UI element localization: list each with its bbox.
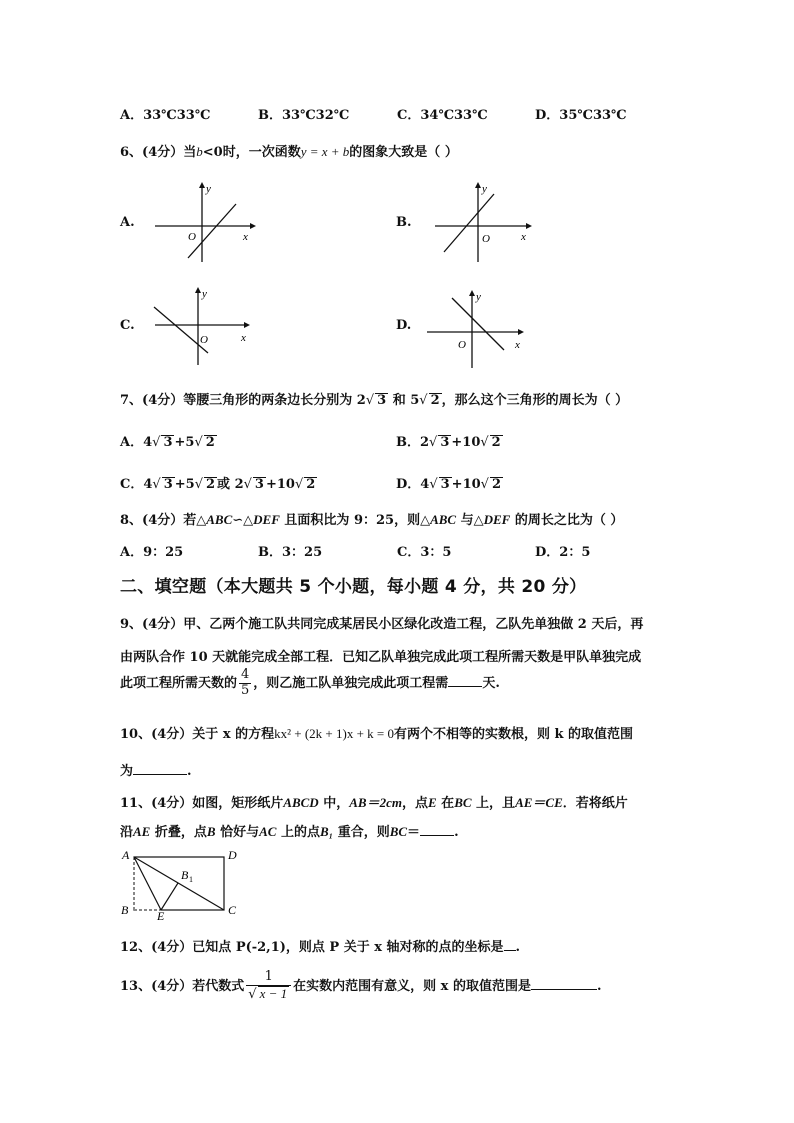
text: 在 — [436, 796, 455, 811]
q10-suffix: 有两个不相等的实数根，则 k 的取值范围 — [393, 727, 634, 742]
q7-mid: 和 — [392, 393, 406, 408]
origin-label: O — [482, 233, 490, 245]
coef: 4 — [143, 477, 153, 492]
q5-option-a: A．33℃33℃ — [120, 108, 211, 123]
denominator — [246, 986, 291, 1003]
operator: +10 — [451, 477, 481, 492]
q9-line3-c: 天. — [482, 675, 500, 691]
y-label: y — [206, 183, 211, 195]
q6-stem — [120, 141, 458, 160]
coef: 4 — [143, 435, 153, 450]
q6-cond-var: b — [196, 144, 203, 159]
answer-blank[interactable] — [531, 988, 597, 990]
q10-line1 — [120, 723, 633, 742]
q12-text: 12、(4分）已知点 P(-2,1)，则点 P 关于 x 轴对称的点的坐标是 — [120, 940, 504, 955]
q6-graph-c — [150, 285, 260, 373]
radicand: 2 — [491, 477, 501, 492]
q7-suffix: ，那么这个三角形的周长为（ ） — [441, 393, 629, 408]
answer-blank[interactable] — [504, 949, 516, 951]
radical-icon: √ — [419, 393, 428, 408]
q5-option-c: C．34℃33℃ — [397, 108, 488, 123]
operator: +5 — [174, 435, 195, 450]
q8-options — [120, 541, 720, 561]
q11-line1 — [120, 792, 628, 811]
q7-side1-coef: 2 — [356, 393, 366, 408]
x-axis-arrow — [250, 223, 256, 229]
q11-figure — [118, 847, 248, 921]
q9-line3-b: ，则乙施工队单独完成此项工程需 — [253, 675, 449, 691]
q7-side1-radicand: 3 — [377, 393, 387, 408]
option-label: A． — [120, 435, 144, 450]
text: 折叠，点 — [150, 825, 207, 840]
origin-label: O — [458, 339, 466, 351]
text: ，点 — [401, 796, 428, 811]
q7-option-b — [396, 431, 503, 450]
text: ．若将纸片 — [562, 796, 628, 811]
q7-option-a — [120, 431, 217, 450]
q9-line3-a: 此项工程所需天数的 — [120, 675, 238, 691]
q13-prefix: 13、(4分）若代数式 — [120, 978, 245, 994]
q10-line2-text: 为 — [120, 764, 134, 779]
text: 上，且 — [471, 796, 516, 811]
denominator: 5 — [241, 682, 250, 698]
point-e-label: E — [157, 909, 165, 921]
y-axis-arrow — [475, 182, 481, 188]
q6-graph-b — [430, 180, 540, 264]
radicand: 2 — [205, 435, 215, 450]
q9-line3 — [120, 668, 500, 699]
q8-suffix: 的周长之比为（ ） — [510, 513, 624, 528]
x-label: x — [521, 231, 526, 243]
q10-line2 — [120, 760, 192, 779]
q8-mid: 且面积比为 9：25，则△ — [279, 513, 431, 528]
triangle-abc: ABC — [430, 512, 457, 527]
text: ＝ — [407, 825, 421, 840]
q10-equation: kx² + (2k + 1)x + k = 0 — [274, 726, 394, 741]
radical-icon: √ — [194, 435, 203, 450]
q8-option-b: B．3：25 — [258, 545, 323, 560]
answer-blank[interactable] — [133, 773, 187, 775]
radical-icon: √ — [152, 435, 161, 450]
q6-function: y = x + b — [300, 144, 350, 159]
math-ref: BC — [454, 795, 472, 810]
radical-icon: √ — [429, 477, 438, 492]
q6-graph-d — [422, 288, 534, 372]
q11-line2 — [120, 821, 459, 840]
q6-label-b: B. — [396, 215, 412, 230]
numerator: 4 — [241, 667, 250, 682]
coef: 2 — [420, 435, 430, 450]
triangle-def: DEF — [483, 512, 511, 527]
radicand: 2 — [306, 477, 316, 492]
q5-option-b: B．33℃32℃ — [258, 108, 350, 123]
text: 中， — [318, 796, 350, 811]
q8-prefix: 8、(4分）若△ — [120, 513, 207, 528]
radicand: 3 — [440, 477, 450, 492]
y-label: y — [202, 288, 207, 300]
text: 沿 — [120, 825, 134, 840]
coef: 4 — [420, 477, 430, 492]
q12-end: . — [515, 940, 521, 955]
point-a-label: A — [122, 848, 130, 862]
y-axis-arrow — [195, 287, 201, 293]
q7-side2-coef: 5 — [410, 393, 420, 408]
y-label: y — [476, 291, 481, 303]
point-d-label: D — [228, 848, 237, 862]
q8-and: 与△ — [456, 513, 484, 528]
operator: +5 — [174, 477, 195, 492]
q12-line — [120, 936, 520, 955]
radical-icon: √ — [365, 393, 375, 408]
x-label: x — [241, 332, 246, 344]
q9-line1: 9、(4分）甲、乙两个施工队共同完成某居民小区绿化改造工程，乙队先单独做 2 天后，再 — [120, 617, 644, 632]
answer-blank[interactable] — [448, 685, 482, 687]
point-b-label: B — [121, 903, 129, 917]
operator: +10 — [265, 477, 295, 492]
q13-suffix: 在实数内范围有意义，则 x 的取值范围是 — [293, 978, 531, 994]
q13-line — [120, 970, 601, 1003]
q5-options — [120, 104, 720, 124]
point-b1-subscript: 1 — [189, 875, 193, 884]
y-axis-arrow — [469, 290, 475, 296]
radicand: 3 — [440, 435, 450, 450]
operator: +10 — [451, 435, 481, 450]
math-ref: AE — [133, 824, 151, 839]
triangle-def: DEF — [253, 512, 280, 527]
x-axis-arrow — [244, 322, 250, 328]
math-ref: E — [427, 795, 437, 810]
point-c-label: C — [228, 903, 237, 917]
math-ref: AB＝2cm — [349, 795, 402, 810]
math-ref: B₁ — [319, 824, 334, 839]
math-ref: ABCD — [283, 795, 319, 810]
text: 恰好与 — [215, 825, 260, 840]
q5-option-d: D．35℃33℃ — [535, 108, 627, 123]
q9-line2: 由两队合作 10 天就能完成全部工程．已知乙队单独完成此项工程所需天数是甲队单独完成 — [120, 650, 642, 665]
q8-option-d: D．2：5 — [535, 545, 591, 560]
math-ref: AC — [259, 824, 277, 839]
option-label: C． — [120, 477, 144, 492]
radical-icon: √ — [294, 477, 304, 492]
radical-icon: √ — [152, 477, 161, 492]
origin-label: O — [200, 334, 208, 346]
section-title: 二、填空题（本大题共 5 个小题，每小题 4 分，共 20 分） — [120, 577, 587, 597]
or-text: 或 2 — [217, 477, 244, 492]
text: . — [454, 825, 459, 840]
q7-stem — [120, 389, 628, 408]
answer-blank[interactable] — [420, 834, 454, 836]
q8-option-c: C．3：5 — [397, 545, 452, 560]
q8-stem — [120, 509, 623, 528]
q6-suffix: 的图象大致是（ ） — [349, 145, 458, 160]
radicand: 3 — [254, 477, 264, 492]
similar-symbol: ∽△ — [232, 513, 254, 528]
triangle-abc: ABC — [206, 512, 233, 527]
radical-icon: √ — [480, 477, 489, 492]
x-axis-arrow — [526, 223, 532, 229]
radical-icon: √ — [480, 435, 489, 450]
text: 11、(4分）如图，矩形纸片 — [120, 796, 284, 811]
q8-option-a: A．9：25 — [120, 545, 184, 560]
q7-option-c — [120, 473, 317, 492]
radical-icon: √ — [243, 477, 252, 492]
radicand: 2 — [206, 477, 216, 492]
q6-graph-a — [150, 180, 260, 264]
math-ref: B — [206, 824, 216, 839]
q13-end: . — [596, 978, 602, 994]
q6-label-c: C. — [120, 318, 135, 333]
q7-option-d — [396, 473, 503, 492]
y-label: y — [482, 183, 487, 195]
radicand: 3 — [163, 435, 173, 450]
math-ref: BC — [389, 824, 408, 839]
q7-side2-radicand: 2 — [430, 393, 440, 408]
segment-eb1 — [161, 883, 178, 910]
option-label: D． — [396, 477, 421, 492]
text: 重合，则 — [333, 825, 390, 840]
origin-label: O — [188, 231, 196, 243]
fraction — [246, 970, 291, 1003]
q10-end: . — [187, 764, 192, 779]
numerator: 1 — [246, 970, 291, 986]
radical-icon: √ — [429, 435, 438, 450]
x-axis-arrow — [518, 329, 524, 335]
q6-cond-rest: <0时，一次函数 — [202, 145, 301, 160]
radical-icon: √ — [248, 986, 257, 1002]
function-line — [154, 307, 208, 353]
x-label: x — [243, 231, 248, 243]
x-label: x — [515, 339, 520, 351]
radical-icon: √ — [194, 477, 203, 492]
radicand: 3 — [163, 477, 173, 492]
math-ref: AE＝CE — [515, 795, 563, 810]
point-b1-label: B — [181, 868, 189, 882]
fraction — [239, 668, 251, 699]
y-axis-arrow — [199, 182, 205, 188]
q7-prefix: 7、(4分）等腰三角形的两条边长分别为 — [120, 393, 353, 408]
option-label: B． — [396, 435, 420, 450]
radicand: 2 — [491, 435, 501, 450]
q6-prefix: 6、(4分）当 — [120, 145, 197, 160]
q6-label-a: A. — [120, 215, 135, 230]
radicand: x − 1 — [259, 985, 288, 1001]
q10-prefix: 10、(4分）关于 x 的方程 — [120, 727, 275, 742]
text: 上的点 — [276, 825, 320, 840]
q6-label-d: D. — [396, 318, 412, 333]
